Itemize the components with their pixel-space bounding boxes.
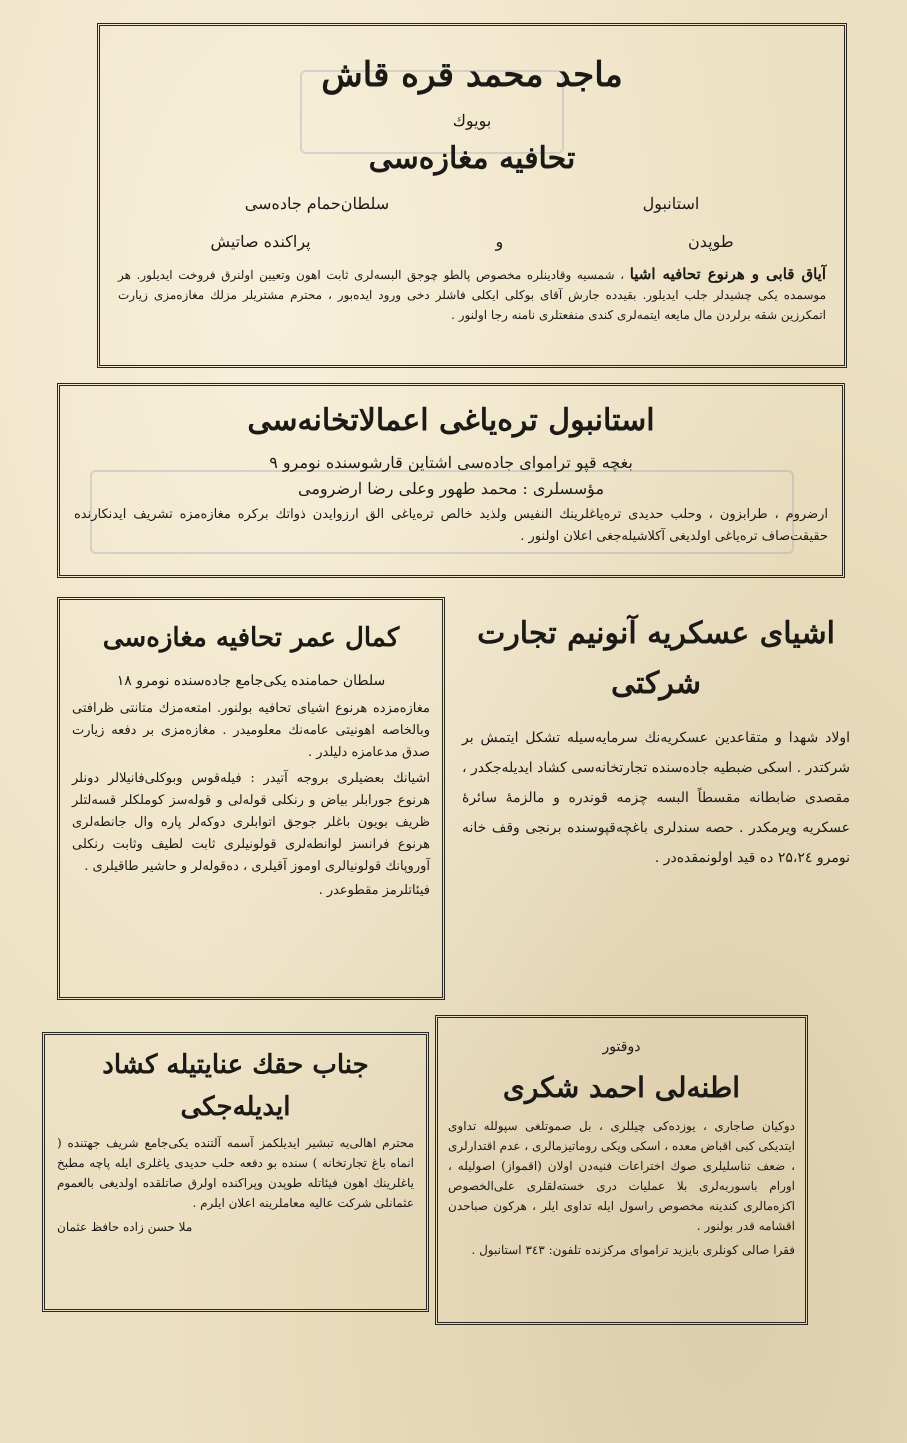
ad1-sales-row: [118, 228, 826, 256]
ad-istanbul-butter-factory: [57, 383, 845, 578]
ad1-body-head: آیاق قابی و هرنوع تحافیه اشیا: [629, 265, 826, 283]
ad1-merchant-name: ماجد محمد قره قاش: [321, 55, 623, 95]
ad-grand-opening: [42, 1032, 429, 1312]
ad2-owners: مؤسسلری : محمد طهور وعلی رضا ارضرومی: [297, 479, 605, 498]
ad1-body: [118, 264, 826, 325]
ad3-paragraph-1: مغازه‌مزده هرنوع اشیای تحافیه بولنور. امتعه‌مزك متانتی ظرافتی وبالخاصه اهونیتی عامه‌نك معلومیدر . مغازه‌مزی بر دفعه زیارت صدق مدعامزه دلیلدر .: [72, 701, 430, 760]
ad5-body: محترم اهالی‌یه تبشیر ایدیلکمز آسمه آلتنده یکی‌جامع شریف جهتنده ( انماه باغ تجارتخانه ) سنده بو دفعه حلب حدیدی یاغلری ایله پاچه مطبخ یاغلرینك اهون فیئاتله طوپدن وپراکنده اولرق صاتلقده اولدیغی بالعموم عثمانلی شرکت عالیه معاملرینه اعلان ایلرم .: [57, 1136, 414, 1210]
ad-doctor-ahmed-shukri: [435, 1015, 808, 1325]
ad4-body: اولاد شهدا و متقاعدین عسکریه‌نك سرمایه‌سیله تشکل ایتمش بر شرکتدر . اسکی ضبطیه جاده‌سنده تجارتخانه‌سی کشاد ایدیله‌جکدر ، مقصدی ضابطانه مقسطاً البسه چزمه قوندره و مالزمهٔ سائرهٔ عسکریه ویرمکدر . حصه سندلری باغچه‌قپوسنده برنجی وقف خانه نومرو ۲۵،۲٤ ده قید اولونمقده‌در .: [462, 730, 850, 866]
ad-kemal-omer-shop: [57, 597, 445, 1000]
ad6-doctor-name: اطنه‌لی احمد شکری: [502, 1071, 741, 1104]
ad1-subtitle: بویوك: [452, 111, 492, 130]
ad-military-goods-company: [462, 603, 850, 988]
ad5-signature: ملا حسن زاده حافظ عثمان: [57, 1220, 193, 1234]
ad3-address: سلطان حمامنده یکی‌جامع جاده‌سنده نومرو ۱۸: [116, 673, 386, 689]
ad2-title: استانبول تره‌یاغی اعمالاتخانه‌سی: [247, 403, 655, 438]
ad3-title: کمال عمر تحافیه مغازه‌سی: [102, 623, 400, 653]
ad6-body: دوکیان صاجاری ، یوزده‌کی چیللری ، بل صموتلغی سپولله تداوی ایتدیکی کبی اقباض معده ، اسکی ویکی روماتیزمالری ، عدم اقتدارلری ، ضعف تناسلیلری صوك اختراعات فنیه‌دن اولان (اقمواز) اصولیله ، اورام باسوربه‌لری بلا عملیات دری خسته‌لقلری علی‌الخصوص اکزه‌مالری کندینه مخصوص راسول ایله تداوی ایلر ، هرکون صباحدن اقشامه قدر بولنور .: [448, 1119, 795, 1233]
ad1-retail: پراکنده صاتیش: [210, 232, 311, 251]
ad1-city: استانبول: [642, 194, 700, 213]
ad1-location-row: [118, 190, 826, 218]
ad1-and: و: [495, 232, 504, 251]
ad-majid-karakash: [97, 23, 847, 368]
ad1-wholesale: طوپدن: [687, 232, 734, 251]
ad2-body: ارضروم ، طرابزون ، وحلب حدیدی تره‌یاغلرینك النفیس ولذید خالص تره‌یاغی الق ارزوایدن ذواتك برکره مغازه‌مزه تشریف ایدنکارنده حقیقت‌صاف تره‌یاغی اولدیغی آکلاشیله‌جغی اعلان اولنور .: [74, 507, 828, 544]
ad1-shop-title: تحافیه مغازه‌سی: [368, 141, 576, 176]
ad1-street: سلطان‌حمام جاده‌سی: [244, 194, 390, 213]
ad2-address: بغچه قپو تراموای جاده‌سی اشتاین قارشوسنده نومرو ۹: [269, 453, 633, 472]
ad6-prefix: دوقتور: [602, 1039, 641, 1055]
ad6-footer: فقرا صالی کونلری بایزید تراموای مرکزنده تلفون: ۳٤۳ استانبول .: [471, 1243, 795, 1257]
ad3-paragraph-3: فیئاتلرمز مقطوعدر .: [318, 883, 430, 898]
ad5-title-line1: جناب حقك عنایتیله کشاد: [102, 1050, 369, 1080]
ad1-body-text: ، شمسیه وقادینلره مخصوص پالطو چوجق البسه‌لری ثابت اهون وتعیین اولنرق فروخت ایدیلور. هر موسمده یکی چشیدلر جلب ایدیلور. بقیدده جارش آقای بوکلی ایکلی فاشلر دخی ورود ایده‌بور ، محترم مشتریلر مزلك مغازه‌مزی زیارت اتمکرزین شقه برلردن مال مایعه ایتمه‌لری کندی منفعتلری نامنه رجا اولنور .: [118, 268, 826, 322]
ad3-paragraph-2: اشیانك بعضیلری بروجه آتیدر : فیله‌قوس وبوکلی‌فانیلالر دونلر هرنوع جورابلر بیاض و رنکلی قوله‌لی و قوله‌سز کوملکلر قسه‌لتلر ظریف بویون باغلر جوجق اتوابلری دوکه‌لر پاره وال جانطه‌لری هرنوع فرانسز لوانطه‌لری قولونیلری ثابت لطیف وثابت رنکلی آوروپانك قولونیالری اوموز آقیلری ، ده‌قوله‌لر و حاشیر طاقیلری .: [72, 771, 430, 874]
ad4-title: اشیای عسکریه آنونیم تجارت شرکتی: [477, 616, 835, 701]
ad5-title-line2: ایدیله‌جکی: [180, 1092, 291, 1122]
